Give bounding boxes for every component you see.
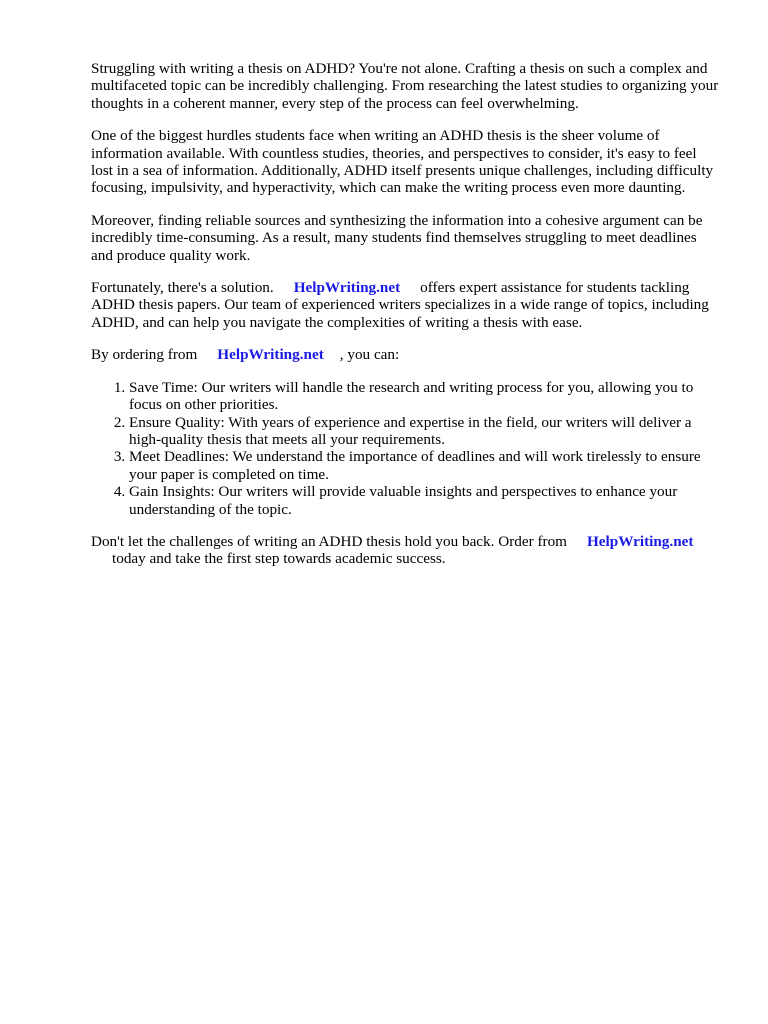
closing-text-before: Don't let the challenges of writing an ADHD thesis hold you back. Order from <box>91 532 567 550</box>
closing-text-after: today and take the first step towards academic success. <box>112 550 446 568</box>
list-item: 4. Gain Insights: Our writers will provide valuable insights and perspectives to enhance your understanding of the topic. <box>129 483 721 518</box>
solution-text-after: offers expert assistance for students tackling ADHD thesis papers. Our team of experienced writers specializes in a wide range of topics, including ADHD, and can help you navigate the complexities of writing a thesis with ease. <box>91 279 709 331</box>
solution-paragraph <box>91 279 721 331</box>
helpwriting-link[interactable]: HelpWriting.net <box>586 532 694 550</box>
sources-paragraph: Moreover, finding reliable sources and synthesizing the information into a cohesive argument can be incredibly time-consuming. As a result, many students find themselves struggling to meet deadlines and produce quality work. <box>91 211 703 264</box>
benefits-list <box>91 379 721 518</box>
ordering-text-before: By ordering from <box>91 346 198 364</box>
helpwriting-link[interactable]: HelpWriting.net <box>293 279 401 297</box>
solution-text-before: Fortunately, there's a solution. <box>91 279 274 297</box>
ordering-text-after: , you can: <box>339 346 400 364</box>
list-item: 2. Ensure Quality: With years of experience and expertise in the field, our writers will deliver a high-quality thesis that meets all your requirements. <box>129 414 721 449</box>
list-item: 3. Meet Deadlines: We understand the importance of deadlines and will work tirelessly to ensure your paper is completed on time. <box>129 448 721 483</box>
list-item: 1. Save Time: Our writers will handle the research and writing process for you, allowing you to focus on other priorities. <box>129 379 721 414</box>
helpwriting-link[interactable]: HelpWriting.net <box>217 346 324 364</box>
intro-paragraph: Struggling with writing a thesis on ADHD? You're not alone. Crafting a thesis on such a complex and multifaceted topic can be incredibly challenging. From researching the latest studies to organizing your thoughts in a coherent manner, every step of the process can feel overwhelming. <box>91 60 719 112</box>
closing-paragraph <box>91 533 721 568</box>
document-page <box>91 60 721 583</box>
hurdles-paragraph: One of the biggest hurdles students face when writing an ADHD thesis is the sheer volume of information available. With countless studies, theories, and perspectives to consider, it's easy to feel lost in a sea of information. Additionally, ADHD itself presents unique challenges, including difficulty focusing, impulsivity, and hyperactivity, which can make the writing process even more daunting. <box>91 127 714 197</box>
ordering-paragraph <box>91 346 721 363</box>
